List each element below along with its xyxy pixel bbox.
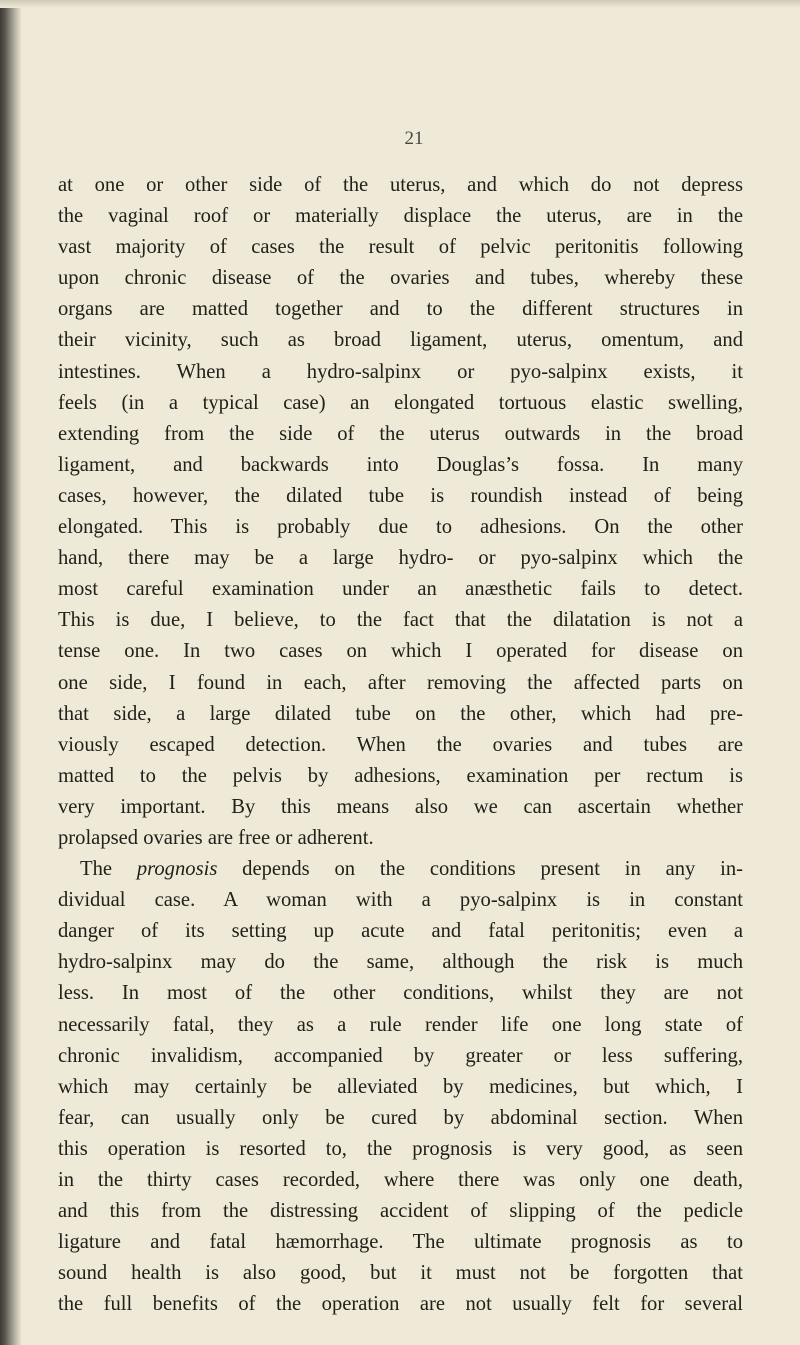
page-number: 21 [404, 128, 424, 149]
text-line: sound health is also good, but it must not be forgotten that [58, 1262, 743, 1285]
text-line: the full benefits of the operation are not usually felt for several [58, 1293, 743, 1316]
text-line: and this from the distressing accident of slipping of the pedicle [58, 1200, 743, 1223]
text-segment: The [80, 858, 137, 881]
text-line: hand, there may be a large hydro- or pyo-salpinx which the [58, 547, 743, 570]
text-line: intestines. When a hydro-salpinx or pyo-salpinx exists, it [58, 360, 743, 383]
page-binding-shadow [0, 0, 22, 1345]
text-segment: depends on the conditions present in any in- [217, 858, 743, 881]
text-line: This is due, I believe, to the fact that the dilatation is not a [58, 609, 743, 632]
text-line: ligament, and backwards into Douglas’s fossa. In many [58, 453, 743, 476]
text-line: feels (in a typical case) an elongated tortuous elastic swelling, [58, 391, 743, 414]
text-line: vast majority of cases the result of pelvic peritonitis following [58, 236, 743, 259]
text-line: organs are matted together and to the different structures in [58, 298, 743, 321]
text-line: danger of its setting up acute and fatal peritonitis; even a [58, 920, 743, 943]
paragraph-end-line: prolapsed ovaries are free or adherent. [58, 826, 374, 849]
text-line: tense one. In two cases on which I operated for disease on [58, 640, 743, 663]
text-line: cases, however, the dilated tube is roundish instead of being [58, 484, 743, 507]
text-line: at one or other side of the uterus, and which do not depress [58, 174, 743, 196]
text-line: very important. By this means also we can ascertain whether [58, 795, 743, 818]
text-line: elongated. This is probably due to adhesions. On the other [58, 516, 743, 539]
text-line: chronic invalidism, accompanied by greater or less suffering, [58, 1044, 743, 1067]
text-line: their vicinity, such as broad ligament, uterus, omentum, and [58, 329, 743, 352]
italic-term: prognosis [136, 858, 218, 881]
text-line: ligature and fatal hæmorrhage. The ultimate prognosis as to [58, 1231, 743, 1254]
paragraph-start-line [58, 854, 743, 885]
text-line: hydro-salpinx may do the same, although the risk is much [58, 951, 743, 974]
text-line: most careful examination under an anæsthetic fails to detect. [58, 578, 743, 601]
text-line: this operation is resorted to, the prognosis is very good, as seen [58, 1137, 743, 1160]
text-line: matted to the pelvis by adhesions, examination per rectum is [58, 764, 743, 787]
text-line: the vaginal roof or materially displace the uterus, are in the [58, 205, 743, 228]
text-line: dividual case. A woman with a pyo-salpinx is in constant [58, 889, 743, 912]
body-text [58, 170, 743, 1320]
page-top-edge [0, 0, 800, 8]
text-line: viously escaped detection. When the ovaries and tubes are [58, 733, 743, 756]
text-line: that side, a large dilated tube on the other, which had pre- [58, 702, 743, 725]
text-line: upon chronic disease of the ovaries and tubes, whereby these [58, 267, 743, 290]
text-line: less. In most of the other conditions, whilst they are not [58, 982, 743, 1005]
text-line: which may certainly be alleviated by medicines, but which, I [58, 1075, 743, 1098]
text-line: fear, can usually only be cured by abdominal section. When [58, 1106, 743, 1129]
text-line: in the thirty cases recorded, where there was only one death, [58, 1169, 743, 1191]
text-line: necessarily fatal, they as a rule render life one long state of [58, 1013, 743, 1036]
text-line: one side, I found in each, after removing the affected parts on [58, 671, 743, 694]
text-line: extending from the side of the uterus outwards in the broad [58, 422, 743, 445]
